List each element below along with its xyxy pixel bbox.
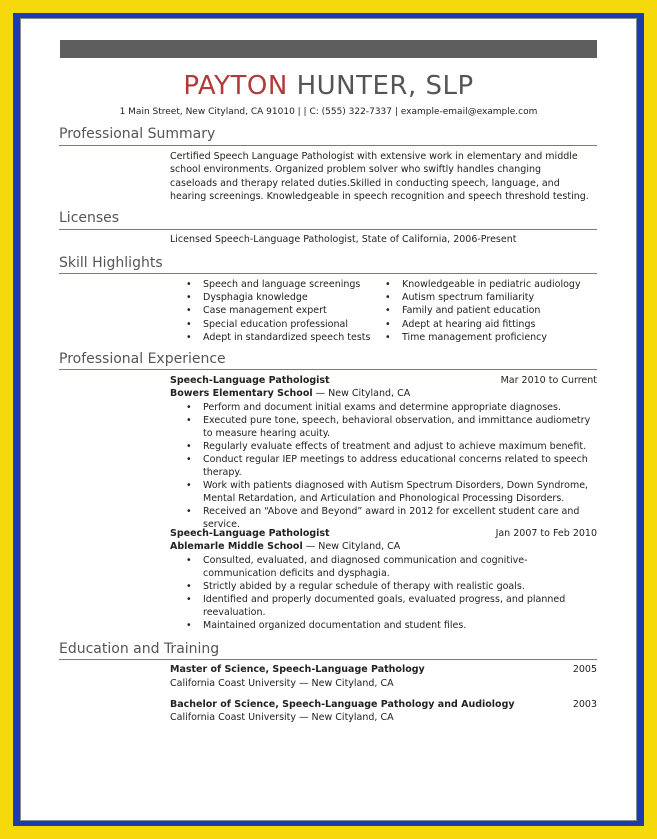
section-divider — [59, 659, 597, 660]
job-employer — [170, 388, 410, 399]
degree-title: Master of Science, Speech-Language Pathology — [170, 664, 425, 675]
list-item: • Time management proficiency — [385, 331, 590, 344]
list-item: • Case management expert — [186, 304, 376, 317]
contact-line: 1 Main Street, New Cityland, CA 91010 | | C: (555) 322-7337 | example-email@example.com — [119, 107, 538, 117]
school-name: California Coast University — New Cityland, CA — [170, 678, 394, 689]
first-name: PAYTON — [183, 71, 288, 101]
section-divider — [59, 145, 597, 146]
list-item: • Conduct regular IEP meetings to address educational concerns related to speech therapy. — [186, 453, 596, 479]
section-title-education: Education and Training — [59, 641, 220, 657]
list-item: • Regularly evaluate effects of treatment and adjust to achieve maximum benefit. — [186, 440, 596, 453]
list-item: • Family and patient education — [385, 304, 590, 317]
header-bar — [60, 40, 597, 58]
list-item: • Speech and language screenings — [186, 278, 376, 291]
list-item: • Executed pure tone, speech, behavioral observation, and immittance audiometry to measure hearing acuity. — [186, 414, 596, 440]
skills-list-left — [186, 278, 376, 344]
list-item: • Dysphagia knowledge — [186, 291, 376, 304]
section-title-experience: Professional Experience — [59, 351, 226, 367]
list-item: • Received an “Above and Beyond” award in 2012 for excellent student care and service. — [186, 505, 596, 531]
degree-year: 2003 — [572, 699, 597, 710]
job-title: Speech-Language Pathologist — [170, 528, 330, 539]
list-item: • Special education professional — [186, 318, 376, 331]
candidate-name — [0, 71, 657, 101]
list-item: • Strictly abided by a regular schedule of therapy with realistic goals. — [186, 580, 596, 593]
degree-year: 2005 — [572, 664, 597, 675]
school-name: California Coast University — New Cityland, CA — [170, 712, 394, 723]
list-item: • Autism spectrum familiarity — [385, 291, 590, 304]
job-dates: Jan 2007 to Feb 2010 — [495, 528, 597, 539]
list-item: • Knowledgeable in pediatric audiology — [385, 278, 590, 291]
section-title-skills: Skill Highlights — [59, 255, 163, 271]
section-title-licenses: Licenses — [59, 210, 120, 226]
section-divider — [59, 229, 597, 230]
list-item: • Maintained organized documentation and student files. — [186, 619, 596, 632]
list-item: • Work with patients diagnosed with Autism Spectrum Disorders, Down Syndrome, Mental Retardation, and Articulation and Phonological Processing Disorders. — [186, 479, 596, 505]
job-duties-list — [186, 554, 596, 632]
section-title-summary: Professional Summary — [59, 126, 216, 142]
list-item: • Identified and properly documented goals, evaluated progress, and planned reevaluation. — [186, 593, 596, 619]
section-divider — [59, 273, 597, 274]
employer-name: Ablemarle Middle School — [170, 541, 303, 552]
employer-location: — New Cityland, CA — [312, 388, 411, 399]
list-item: • Consulted, evaluated, and diagnosed communication and cognitive-communication deficits and dysphagia. — [186, 554, 596, 580]
summary-text: Certified Speech Language Pathologist with extensive work in elementary and middle school environments. Organized problem solver who swiftly handles changing caseloads and therapy related duties.Skilled in conducting speech, language, and hearing screenings. Knowledgeable in speech recognition and speech threshold testing. — [170, 151, 589, 203]
license-text: Licensed Speech-Language Pathologist, State of California, 2006-Present — [170, 234, 517, 245]
employer-location: — New Cityland, CA — [302, 541, 401, 552]
last-name: HUNTER, SLP — [296, 71, 474, 101]
list-item: • Adept in standardized speech tests — [186, 331, 376, 344]
list-item: • Adept at hearing aid fittings — [385, 318, 590, 331]
skills-list-right — [385, 278, 590, 344]
list-item: • Perform and document initial exams and determine appropriate diagnoses. — [186, 401, 596, 414]
job-dates: Mar 2010 to Current — [500, 375, 597, 386]
job-title: Speech-Language Pathologist — [170, 375, 330, 386]
job-duties-list — [186, 401, 596, 531]
degree-title: Bachelor of Science, Speech-Language Pathology and Audiology — [170, 699, 515, 710]
job-employer — [170, 541, 400, 552]
section-divider — [59, 369, 597, 370]
employer-name: Bowers Elementary School — [170, 388, 313, 399]
